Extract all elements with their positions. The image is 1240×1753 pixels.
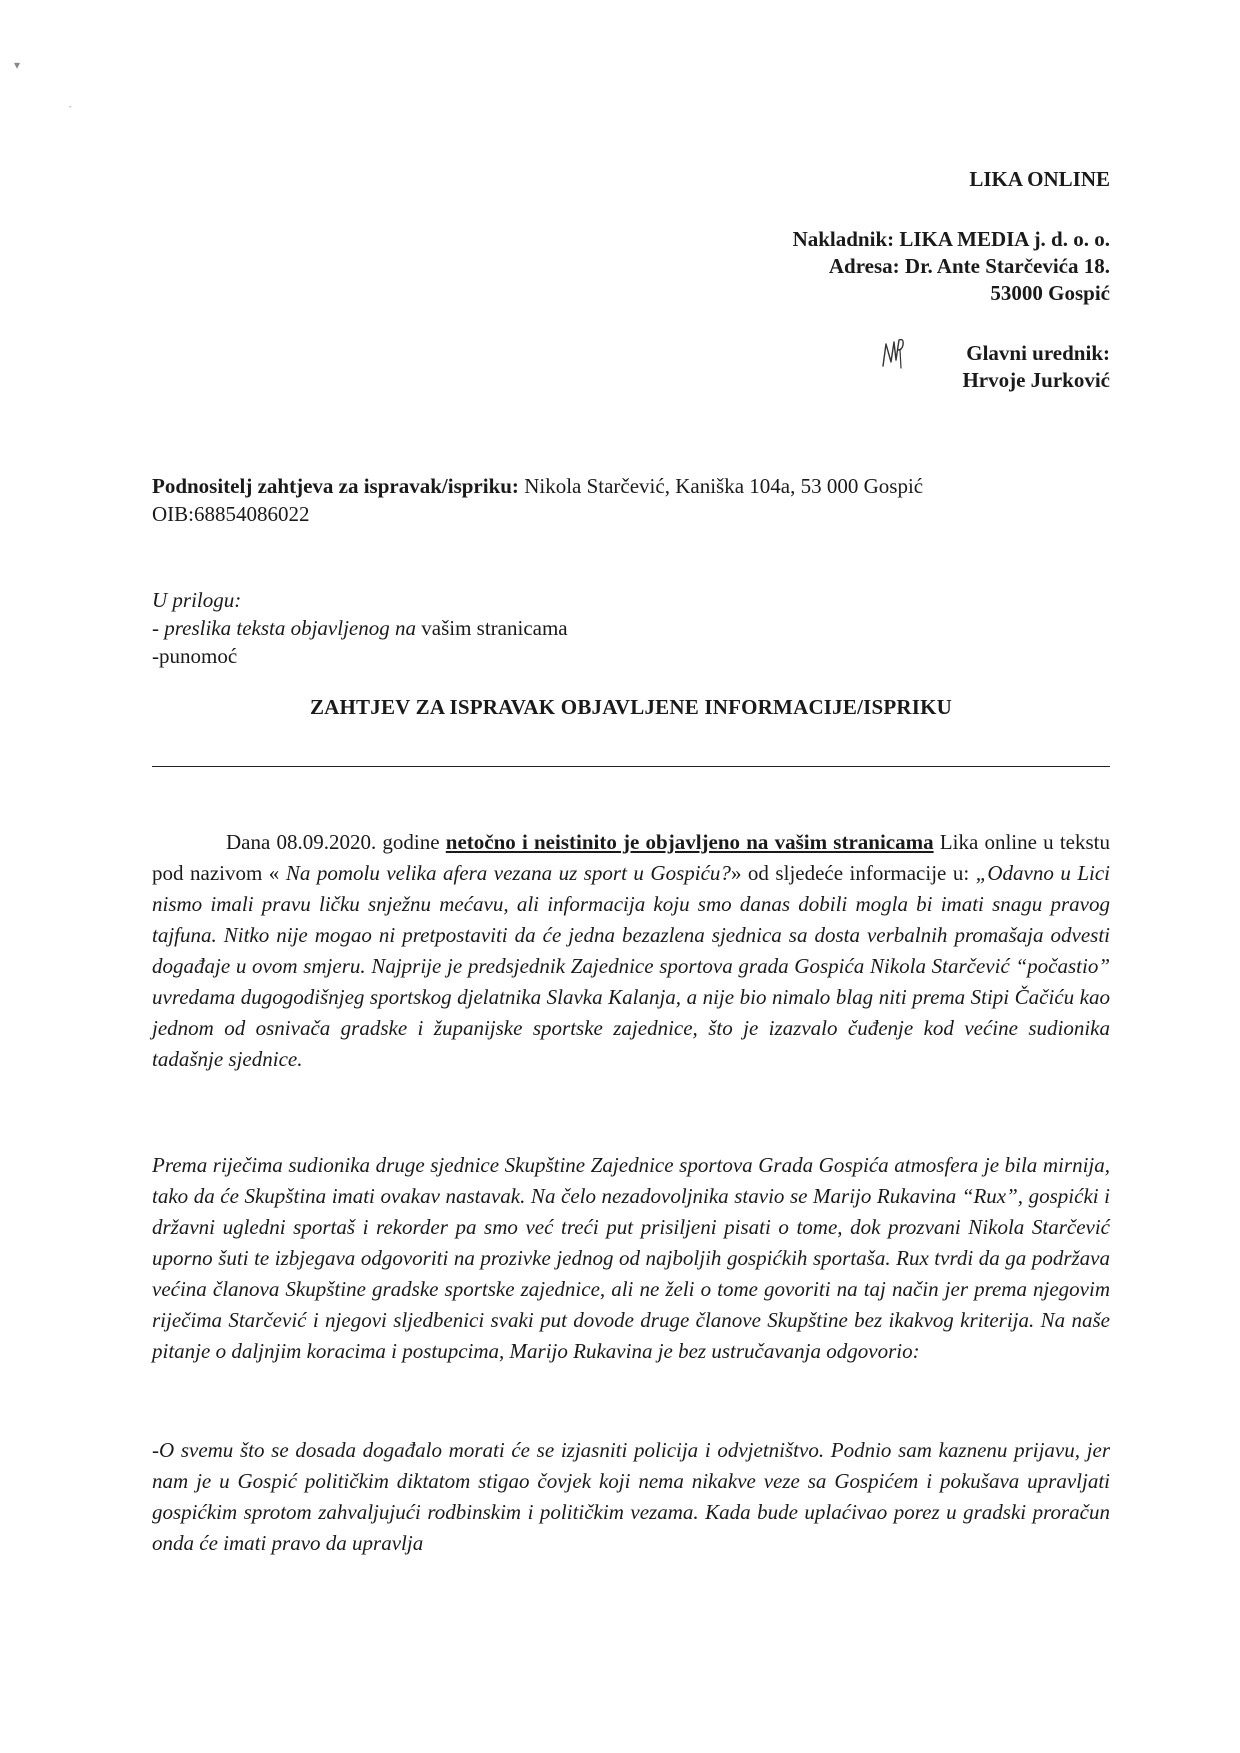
attachments-heading: U prilogu: — [152, 588, 242, 612]
attachment-item: -punomoć — [152, 644, 238, 668]
scan-speck-mark: ▾ — [14, 58, 21, 72]
attachment-item-text: - preslika teksta objavljenog na — [152, 616, 416, 640]
body-paragraph: -O svemu što se dosada događalo morati će se izjasniti policija i odvjetništvo. Podnio sam kaznenu prijavu, jer nam je u Gospić političkim diktatom stigao čovjek koji nema nikakve veze sa Gospićem i pokušava upravljati gospićkim sprotom zahvaljujući rodbinskim i političkim vezama. Kada bude uplaćivao porez u gradski proračun onda će imati pravo da upravlja — [152, 1438, 1110, 1555]
body-paragraph — [152, 827, 1110, 1075]
attachment-item — [152, 614, 568, 642]
recipient-publisher: Nakladnik: LIKA MEDIA j. d. o. o. — [792, 227, 1110, 251]
paragraph-text: Lika online u tekstu pod nazivom « — [152, 830, 1111, 885]
editor-name: Hrvoje Jurković — [962, 368, 1110, 392]
handwritten-initials — [880, 336, 908, 370]
article-title: Na pomolu velika afera vezana uz sport u Gospiću? — [285, 861, 731, 885]
horizontal-divider — [152, 766, 1110, 767]
emphasized-text: netočno i neistinito je objavljeno na vašim stranicama — [445, 830, 934, 854]
scan-speck-mark: ˇ — [68, 106, 73, 116]
quoted-text: „Odavno u Lici nismo imali pravu ličku snježnu mećavu, ali informacija koju smo danas dobili mogla bi imati snagu pravog tajfuna. Nitko nije mogao ni pretpostaviti da će jedna bezazlena sjednica sa dosta verbalnih promašaja odvesti događaje u ovom smjeru. Najprije je predsjednik Zajednice sportova grada Gospića Nikola Starčević “počastio” uvredama dugogodišnjeg sportskog djelatnika Slavka Kalanja, a nije bio nimalo blag niti prema Stipi Čačiću kao jednom od osnivača gradske i županijske sportske zajednice, što je izazvalo čuđenje kod većine sudionika tadašnje sjednice. — [152, 861, 1111, 1071]
document-title: ZAHTJEV ZA ISPRAVAK OBJAVLJENE INFORMACIJE/ISPRIKU — [309, 695, 953, 719]
recipient-city: 53000 Gospić — [990, 281, 1110, 305]
applicant-details: Nikola Starčević, Kaniška 104a, 53 000 Gospić — [518, 474, 924, 498]
recipient-address: Adresa: Dr. Ante Starčevića 18. — [828, 254, 1110, 278]
applicant-oib: OIB:68854086022 — [152, 502, 310, 526]
attachments-block — [152, 586, 568, 670]
editor-label: Glavni urednik: — [966, 341, 1110, 365]
applicant-block — [152, 472, 923, 528]
paragraph-text: » od sljedeće informacije u: — [730, 861, 976, 885]
attachment-item-text: vašim stranicama — [416, 616, 568, 640]
recipient-title: LIKA ONLINE — [969, 167, 1110, 191]
paragraph-text: Dana 08.09.2020. godine — [226, 830, 446, 854]
body-paragraph: Prema riječima sudionika druge sjednice Skupštine Zajednice sportova Grada Gospića atmosfera je bila mirnija, tako da će Skupština imati ovakav nastavak. Na čelo nezadovoljnika stavio se Marijo Rukavina “Rux”, gospićki i državni ugledni sportaš i rekorder pa smo već treći put prisiljeni pisati o tome, dok prozvani Nikola Starčević uporno šuti te izbjegava odgovoriti na prozivke jednog od najboljih gospićkih sportaša. Rux tvrdi da ga podržava većina članova Skupštine gradske sportske zajednice, ali ne želi o tome govoriti na taj način jer prema njegovim riječima Starčević i njegovi sljedbenici svaki put dovode druge članove Skupštine bez ikakvog kriterija. Na naše pitanje o daljnjim koracima i postupcima, Marijo Rukavina je bez ustručavanja odgovorio: — [152, 1153, 1110, 1363]
applicant-label: Podnositelj zahtjeva za ispravak/ispriku: — [152, 474, 519, 498]
